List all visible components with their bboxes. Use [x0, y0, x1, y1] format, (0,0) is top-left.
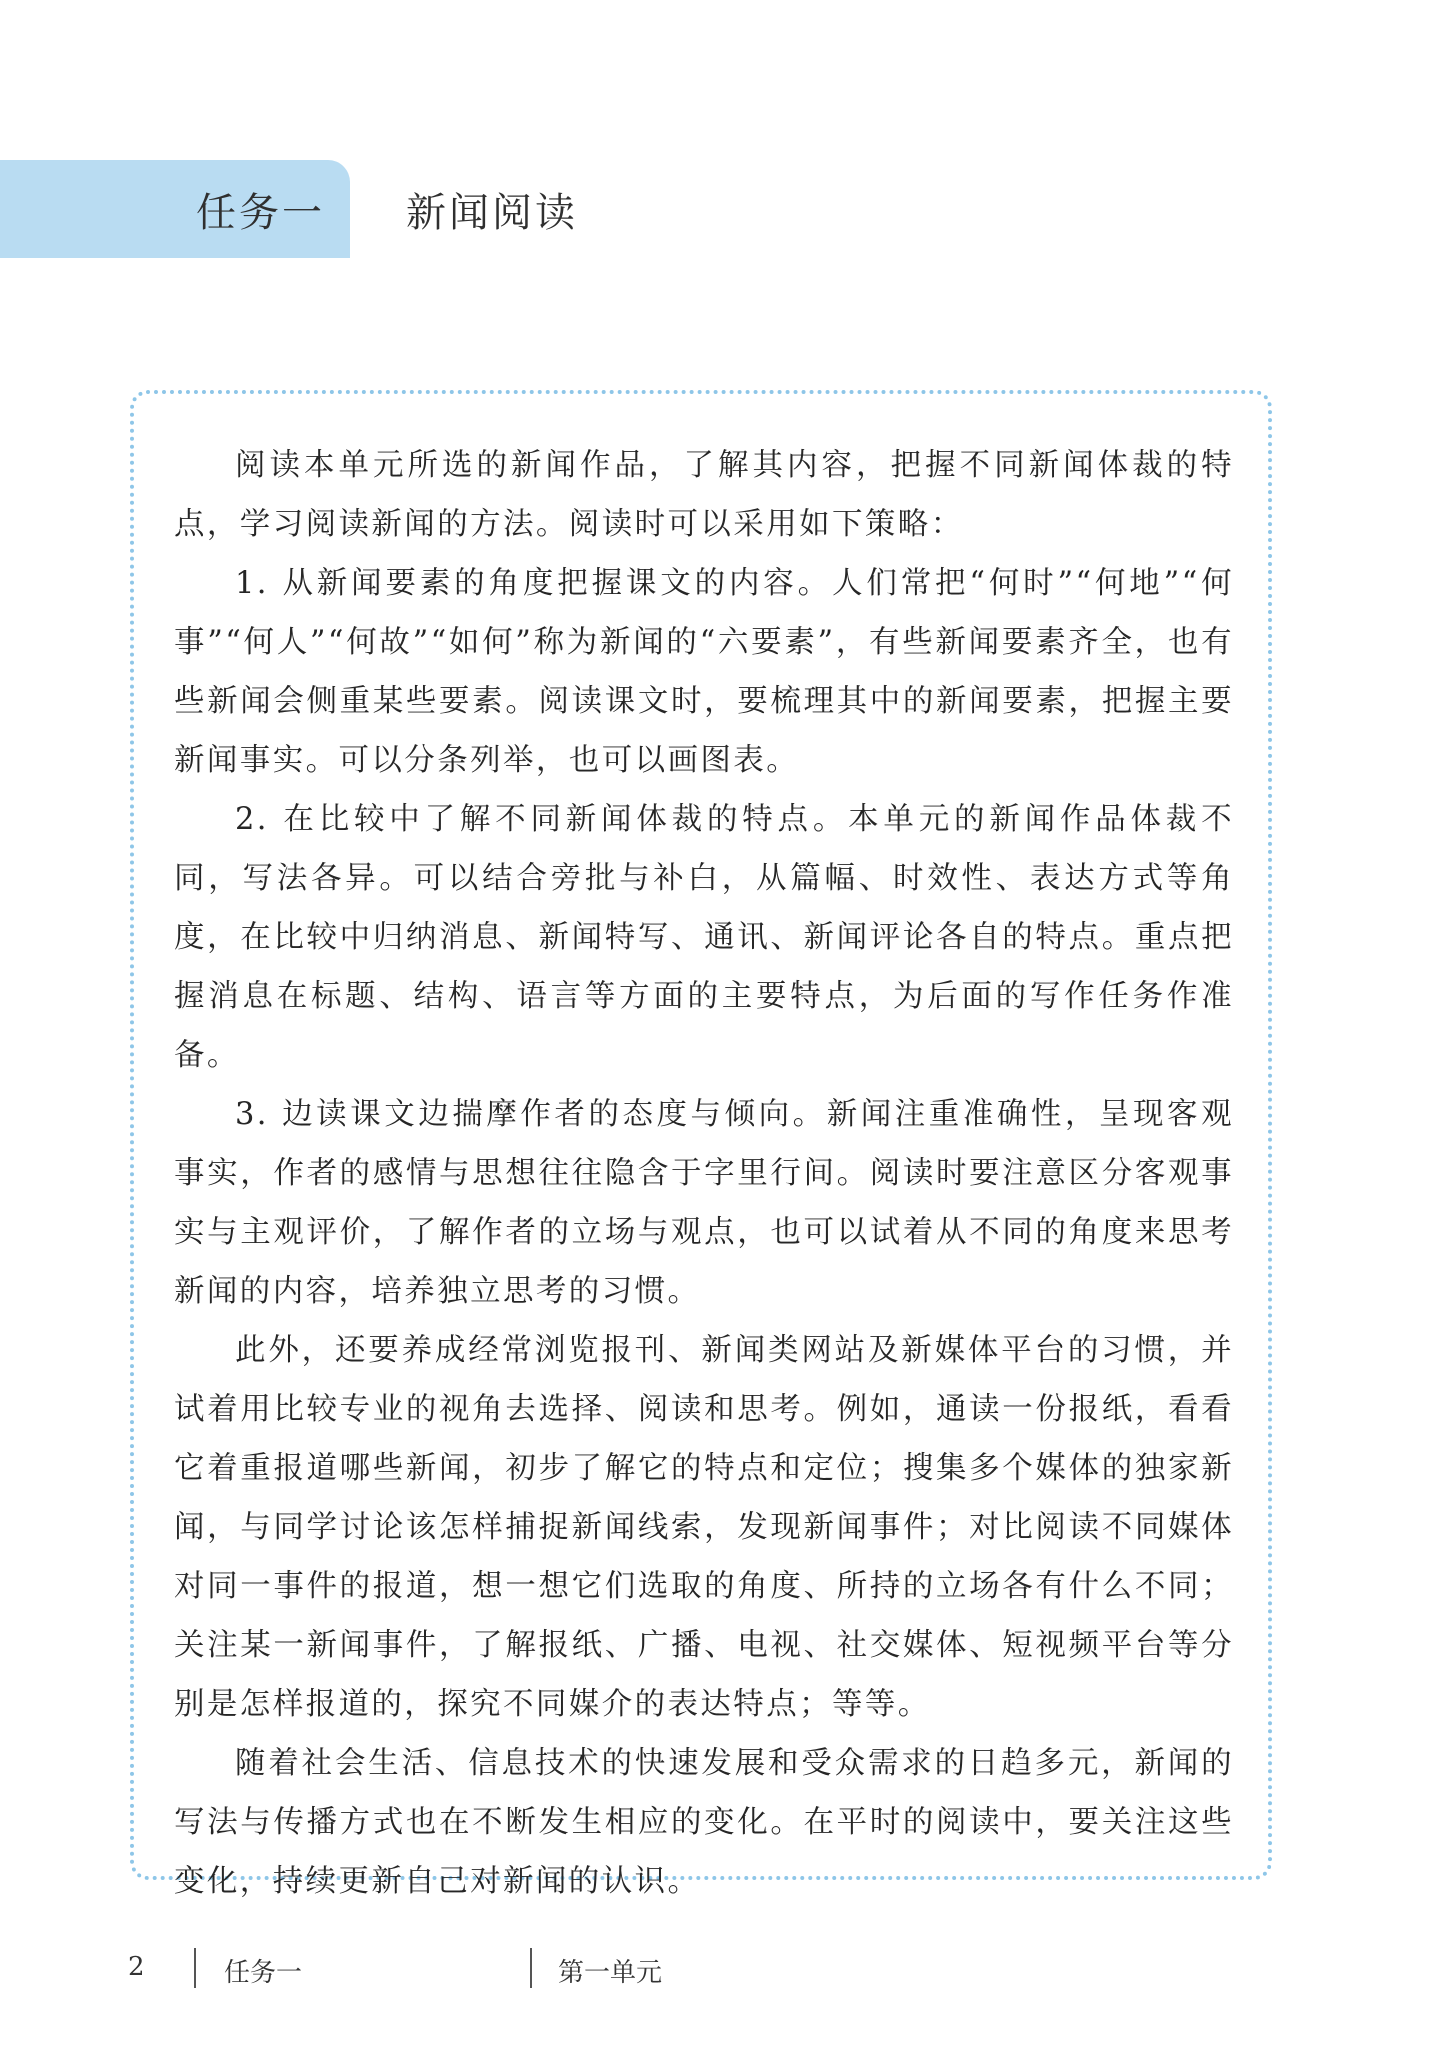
paragraph-strategy-1: 1. 从新闻要素的角度把握课文的内容。人们常把“何时”“何地”“何事”“何人”“何故”“如何”称为新闻的“六要素”，有些新闻要素齐全，也有些新闻会侧重某些要素。阅读课文时，要梳理其中的新闻要素，把握主要新闻事实。可以分条列举，也可以画图表。 — [174, 566, 1234, 778]
paragraph-strategy-3: 3. 边读课文边揣摩作者的态度与倾向。新闻注重准确性，呈现客观事实，作者的感情与思想往往隐含于字里行间。阅读时要注意区分客观事实与主观评价，了解作者的立场与观点，也可以试着从不同的角度来思考新闻的内容，培养独立思考的习惯。 — [174, 1097, 1234, 1309]
task-label: 任务一 — [196, 189, 325, 236]
paragraph-habits: 此外，还要养成经常浏览报刊、新闻类网站及新媒体平台的习惯，并试着用比较专业的视角去选择、阅读和思考。例如，通读一份报纸，看看它着重报道哪些新闻，初步了解它的特点和定位；搜集多个媒体的独家新闻，与同学讨论该怎样捕捉新闻线索，发现新闻事件；对比阅读不同媒体对同一事件的报道，想一想它们选取的角度、所持的立场各有什么不同；关注某一新闻事件，了解报纸、广播、电视、社交媒体、短视频平台等分别是怎样报道的，探究不同媒介的表达特点；等等。 — [174, 1333, 1234, 1722]
page-number: 2 — [128, 1952, 145, 1982]
footer-unit-label: 第一单元 — [558, 1958, 663, 1988]
body-text — [174, 436, 1234, 1911]
footer-divider — [194, 1948, 196, 1988]
paragraph-strategy-2: 2. 在比较中了解不同新闻体裁的特点。本单元的新闻作品体裁不同，写法各异。可以结合旁批与补白，从篇幅、时效性、表达方式等角度，在比较中归纳消息、新闻特写、通讯、新闻评论各自的特点。重点把握消息在标题、结构、语言等方面的主要特点，为后面的写作任务作准备。 — [174, 802, 1234, 1073]
footer-divider — [530, 1948, 532, 1988]
paragraph-closing: 随着社会生活、信息技术的快速发展和受众需求的日趋多元，新闻的写法与传播方式也在不断发生相应的变化。在平时的阅读中，要关注这些变化，持续更新自己对新闻的认识。 — [174, 1746, 1234, 1899]
task-tab — [0, 160, 350, 258]
footer-task-label: 任务一 — [224, 1958, 303, 1988]
paragraph-intro: 阅读本单元所选的新闻作品，了解其内容，把握不同新闻体裁的特点，学习阅读新闻的方法。阅读时可以采用如下策略： — [174, 448, 1234, 542]
page-footer — [0, 1940, 1449, 2000]
section-title: 新闻阅读 — [406, 189, 578, 236]
